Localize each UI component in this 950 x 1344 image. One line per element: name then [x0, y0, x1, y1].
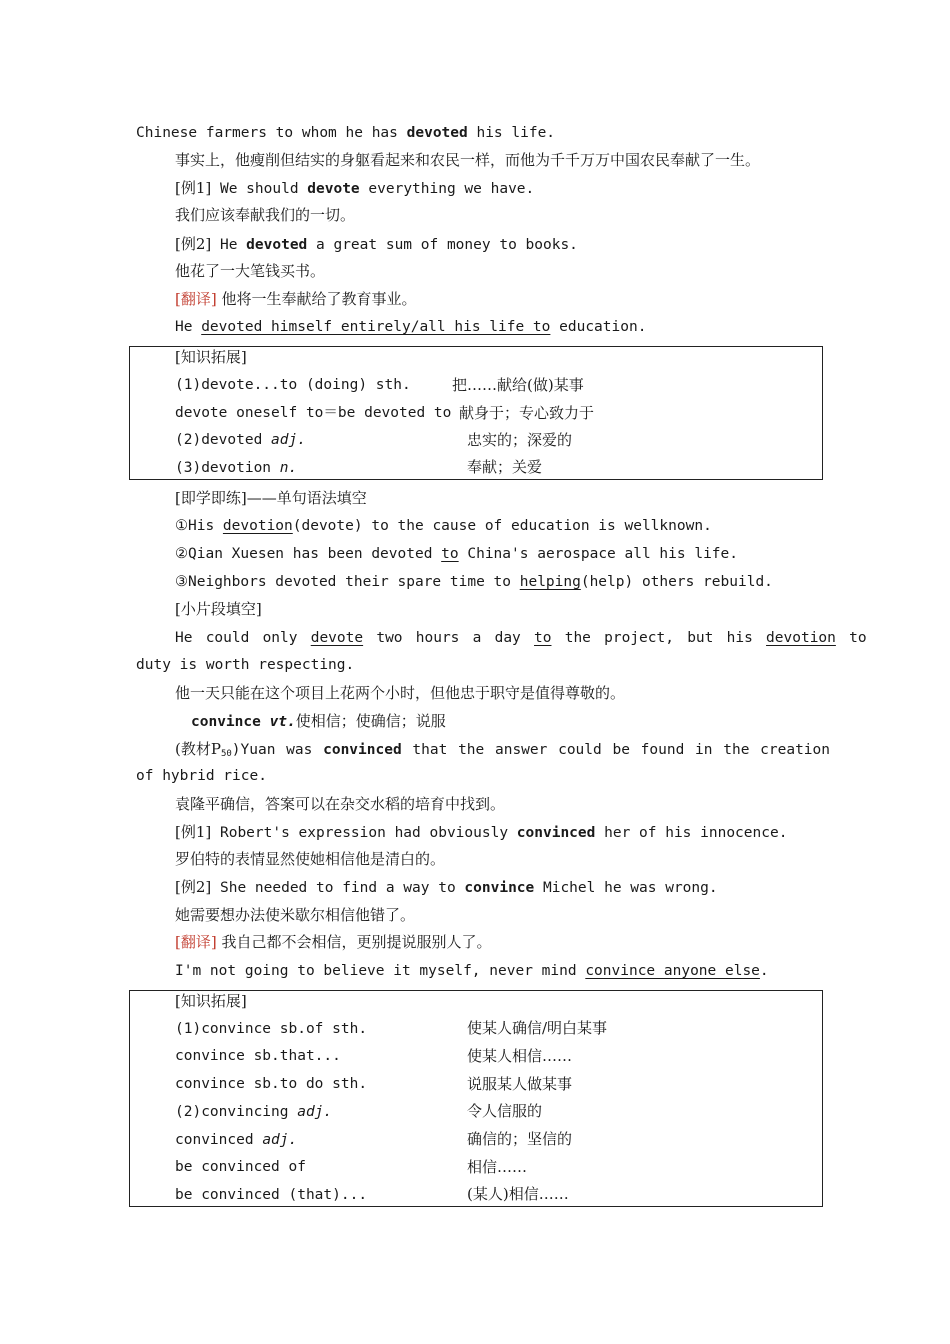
example-1: [例1] We should devote everything we have. [175, 179, 535, 197]
translation-answer: I'm not going to believe it myself, never mind convince anyone else. [175, 963, 769, 979]
box-row-cn: 忠实的；深爱的 [467, 431, 573, 449]
translation-task: [翻译] 我自己都不会相信，更别提说服别人了。 [175, 933, 492, 951]
box-row-en: (2)devoted adj. [175, 432, 306, 448]
box-row-en: devote oneself to＝be devoted to [175, 405, 452, 421]
box-row-cn: 确信的；坚信的 [467, 1130, 573, 1148]
answer-blank: to [534, 630, 552, 646]
translation-task: [翻译] 他将一生奉献给了教育事业。 [175, 290, 417, 308]
example-1-translation: 罗伯特的表情显然使她相信他是清白的。 [175, 850, 446, 868]
answer-blank: convince anyone else [585, 963, 760, 979]
answer-blank: devotion [766, 630, 836, 646]
answer-blank: helping [519, 574, 581, 590]
fragment-line: He could only devote two hours a day to the project, but his devotion to [175, 630, 867, 646]
box-row-cn: 令人信服的 [467, 1102, 543, 1120]
textbook-line: (教材$P_{50})Yuan$ was convinced that the answer could be found in the creation [175, 740, 830, 759]
box-row-cn: (某人)相信…… [467, 1185, 569, 1203]
practice-title: [即学即练]——单句语法填空 [175, 489, 367, 507]
box-row-en: (1)devote...to (doing) sth. [175, 377, 411, 393]
example-1-translation: 我们应该奉献我们的一切。 [175, 206, 356, 224]
box-row-cn: 献身于；专心致力于 [459, 404, 595, 422]
example-2-translation: 他花了一大笔钱买书。 [175, 262, 326, 280]
answer-blank: devotion [222, 518, 293, 534]
box-row-en: convince sb.that... [175, 1048, 341, 1064]
example-2: [例2] He devoted a great sum of money to books. [175, 235, 578, 253]
practice-question-1: ①His devotion(devote) to the cause of education is wellknown. [175, 518, 712, 534]
box-row-en: be convinced of [175, 1159, 306, 1175]
answer-blank: to [441, 546, 459, 562]
box-row-en: convince sb.to do sth. [175, 1076, 368, 1092]
example-1: [例1] Robert's expression had obviously convinced her of his innocence. [175, 823, 788, 841]
box-row-cn: 说服某人做某事 [467, 1075, 573, 1093]
example-2: [例2] She needed to find a way to convince Michel he was wrong. [175, 878, 718, 896]
translation-answer: He devoted himself entirely/all his life to education. [175, 319, 647, 335]
answer-blank: devote [310, 630, 364, 646]
translation-tag: [翻译] [175, 290, 217, 308]
part-of-speech: vt. [269, 714, 296, 730]
keyword: convince [191, 714, 270, 730]
keyword: devoted [406, 125, 468, 141]
box-row-en: (1)convince sb.of sth. [175, 1021, 368, 1037]
box-title: [知识拓展] [175, 992, 247, 1010]
practice-question-3: ③Neighbors devoted their spare time to helping(help) others rebuild. [175, 574, 773, 590]
example-2-translation: 她需要想办法使米歇尔相信他错了。 [175, 906, 416, 924]
practice-question-2: ②Qian Xuesen has been devoted to China's aerospace all his life. [175, 546, 738, 562]
box-row-cn: 使某人相信…… [467, 1047, 573, 1065]
box-row-en: (3)devotion n. [175, 460, 298, 476]
box-row-cn: 相信…… [467, 1158, 528, 1176]
translation-tag: [翻译] [175, 933, 217, 951]
fragment-title: [小片段填空] [175, 600, 262, 618]
box-row-en: be convinced (that)... [175, 1187, 368, 1203]
translation-line: 袁隆平确信，答案可以在杂交水稻的培育中找到。 [175, 795, 506, 813]
box-row-cn: 奉献；关爱 [467, 458, 543, 476]
box-row-en: convinced adj. [175, 1132, 298, 1148]
text-line: Chinese farmers to whom he has devoted his life. [136, 125, 556, 141]
fragment-translation: 他一天只能在这个项目上花两个小时，但他忠于职守是值得尊敬的。 [175, 684, 626, 702]
translation-line: 事实上，他瘦削但结实的身躯看起来和农民一样，而他为千千万万中国农民奉献了一生。 [175, 151, 761, 169]
answer-blank: devoted himself entirely/all his life to [201, 319, 551, 335]
box-row-cn: 把……献给(做)某事 [452, 376, 584, 394]
textbook-line: of hybrid rice. [136, 768, 267, 784]
word-heading: convince vt.使相信；使确信；说服 [191, 712, 446, 730]
box-row-cn: 使某人确信/明白某事 [467, 1019, 608, 1037]
box-title: [知识拓展] [175, 348, 247, 366]
box-row-en: (2)convincing adj. [175, 1104, 333, 1120]
fragment-line: duty is worth respecting. [136, 657, 355, 673]
